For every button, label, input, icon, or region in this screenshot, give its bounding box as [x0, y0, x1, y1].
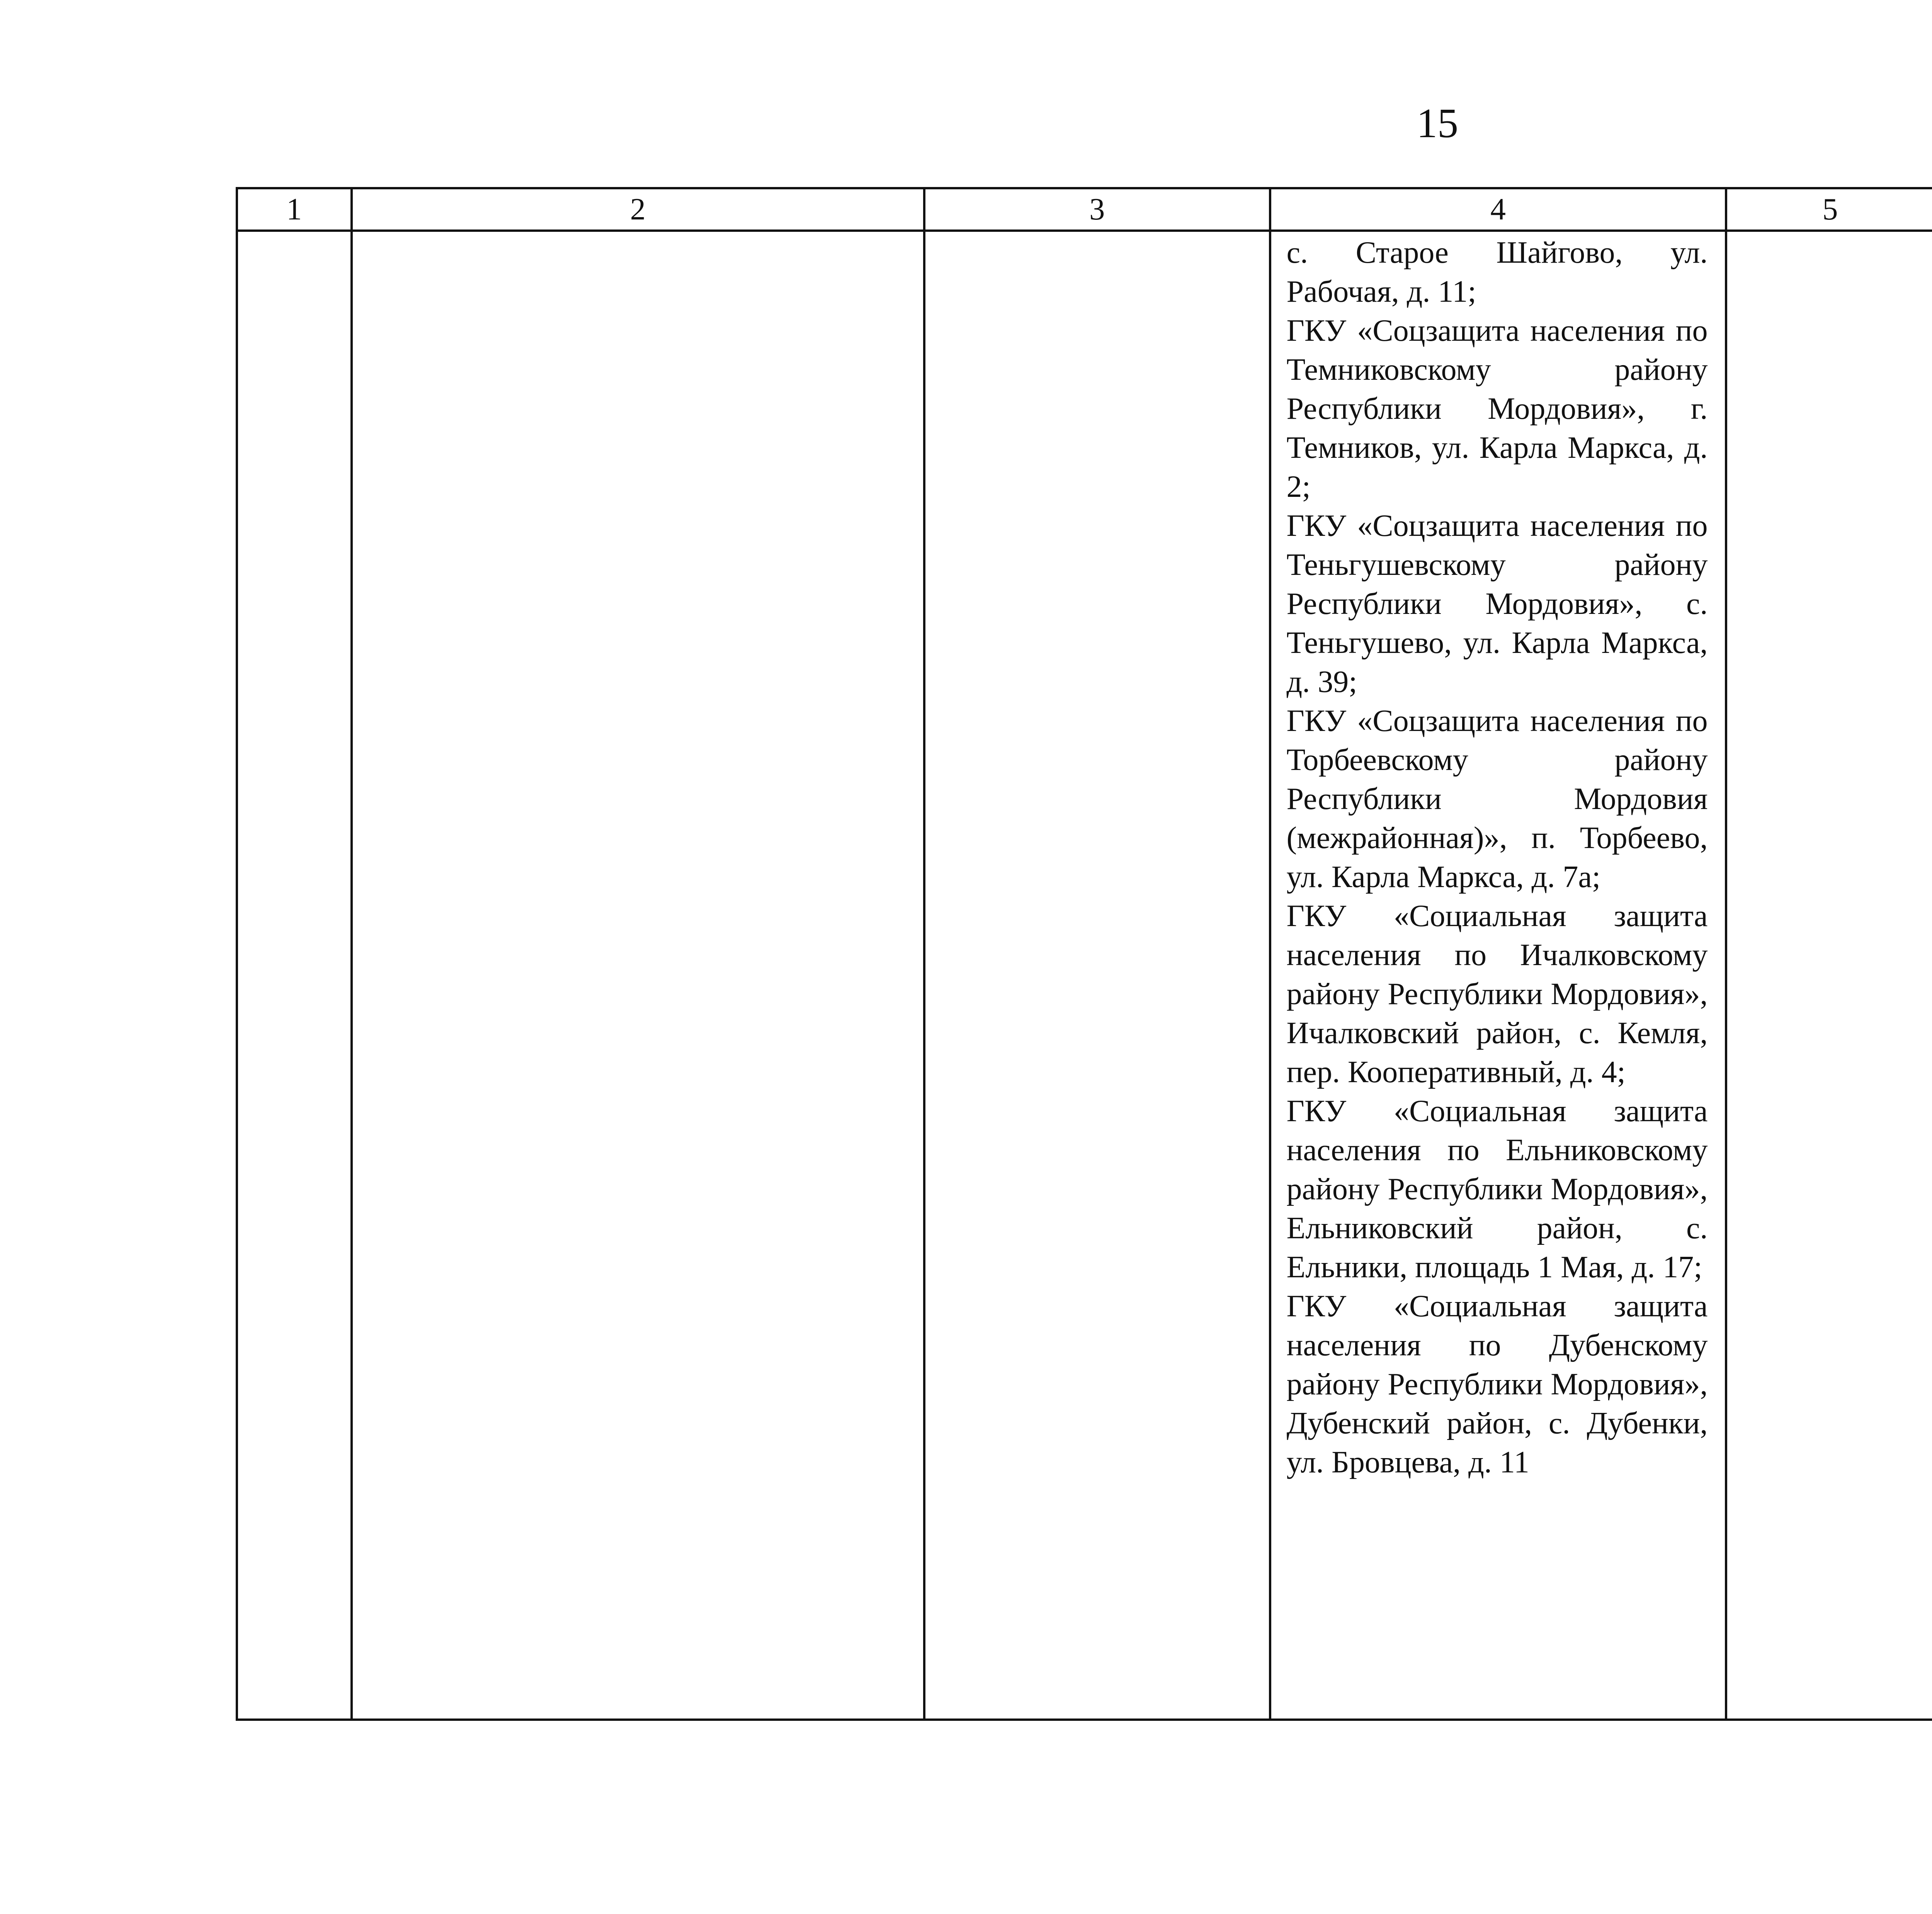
header-row: [237, 188, 1932, 231]
document-table: [236, 187, 1932, 1721]
table-cell-col1: [237, 231, 352, 1720]
table-cell-col5: [1726, 231, 1932, 1720]
page-number: 15: [1417, 100, 1458, 146]
column-header-5: 5: [1726, 188, 1932, 231]
address-entry: с. Старое Шайгово, ул. Рабочая, д. 11;: [1286, 236, 1708, 309]
table-cell-col2: [352, 231, 925, 1720]
address-entry: ГКУ «Социальная защита населения по Ельниковскому району Республики Мордовия», Ельниковский район, с. Ельники, площадь 1 Мая, д. 17;: [1286, 1094, 1708, 1284]
table-cell-col4: [1270, 231, 1726, 1720]
column-header-1: 1: [237, 188, 352, 231]
table-row: [237, 231, 1932, 1720]
column-header-3: 3: [924, 188, 1270, 231]
address-entry: ГКУ «Социальная защита населения по Дубенскому району Республики Мордовия», Дубенский район, с. Дубенки, ул. Бровцева, д. 11: [1286, 1289, 1708, 1479]
address-entry: ГКУ «Соцзащита населения по Темниковскому району Республики Мордовия», г. Темников, ул. Карла Маркса, д. 2;: [1286, 314, 1708, 504]
column-header-2: 2: [352, 188, 925, 231]
table-cell-col3: [924, 231, 1270, 1720]
address-entry: ГКУ «Соцзащита населения по Торбеевскому району Республики Мордовия (межрайонная)», п. Торбеево, ул. Карла Маркса, д. 7а;: [1286, 704, 1708, 894]
address-entry: ГКУ «Соцзащита населения по Теньгушевскому району Республики Мордовия», с. Теньгушево, ул. Карла Маркса, д. 39;: [1286, 509, 1708, 699]
address-entry: ГКУ «Социальная защита населения по Ичалковскому району Республики Мордовия», Ичалковский район, с. Кемля, пер. Кооперативный, д. 4;: [1286, 899, 1708, 1089]
column-header-4: 4: [1270, 188, 1726, 231]
